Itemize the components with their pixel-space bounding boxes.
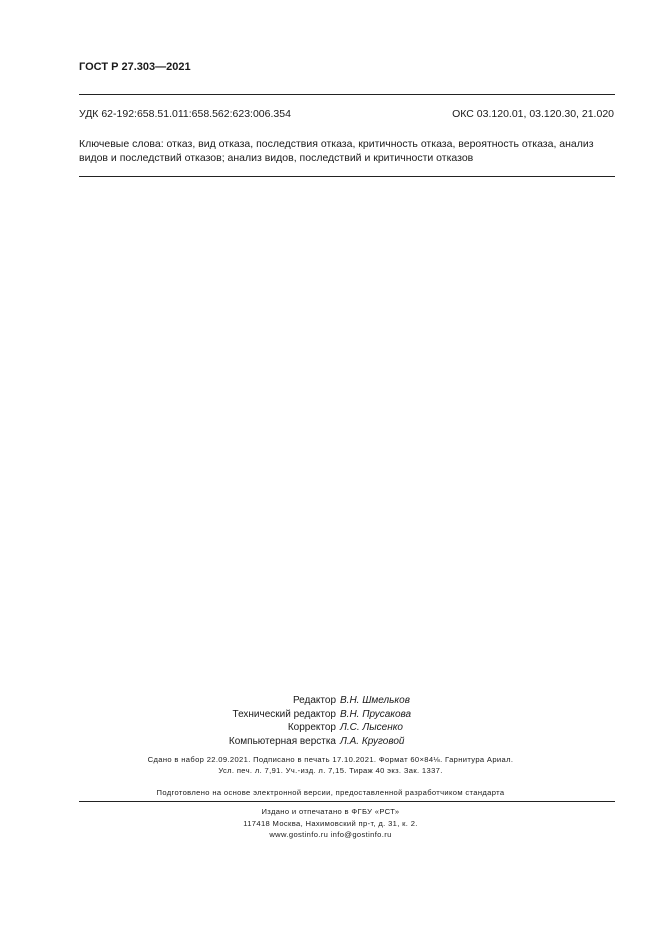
publisher-line-3: www.gostinfo.ru info@gostinfo.ru bbox=[269, 830, 392, 839]
udk-code: УДК 62-192:658.51.011:658.562:623:006.354 bbox=[79, 108, 291, 120]
credit-editor bbox=[0, 694, 661, 708]
credit-corrector bbox=[0, 721, 661, 735]
publisher-divider bbox=[79, 801, 615, 802]
publisher-line-1: Издано и отпечатано в ФГБУ «РСТ» bbox=[261, 807, 400, 816]
keywords-text: Ключевые слова: отказ, вид отказа, последствия отказа, критичность отказа, вероятность отказа, анализ видов и последствий отказов; анализ видов, последствий и критичности отказов bbox=[79, 138, 594, 164]
credit-name: Л.С. Лысенко bbox=[340, 722, 403, 733]
credit-name: Л.А. Круговой bbox=[340, 735, 405, 747]
credit-layout bbox=[0, 735, 661, 749]
print-info-line-1: Сдано в набор 22.09.2021. Подписано в печать 17.10.2021. Формат 60×84⅛. Гарнитура Ариал. bbox=[147, 755, 514, 764]
credit-tech-editor bbox=[0, 708, 661, 722]
credits-block bbox=[0, 694, 661, 748]
credit-role: Компьютерная верстка bbox=[228, 735, 336, 747]
keywords-divider bbox=[79, 176, 615, 177]
credit-role: Редактор bbox=[292, 695, 336, 706]
document-code: ГОСТ Р 27.303—2021 bbox=[79, 61, 191, 73]
publisher-line-2: 117418 Москва, Нахимовский пр-т, д. 31, к. 2. bbox=[243, 819, 418, 828]
header-divider bbox=[79, 94, 615, 95]
credit-role: Корректор bbox=[287, 722, 336, 733]
credit-name: В.Н. Шмельков bbox=[340, 695, 410, 706]
oks-code: ОКС 03.120.01, 03.120.30, 21.020 bbox=[452, 108, 614, 120]
credit-name: В.Н. Прусакова bbox=[340, 708, 412, 720]
print-info-note: Подготовлено на основе электронной версии, предоставленной разработчиком стандарта bbox=[156, 788, 505, 797]
credit-role: Технический редактор bbox=[232, 708, 336, 720]
print-info-line-2: Усл. печ. л. 7,91. Уч.-изд. л. 7,15. Тираж 40 экз. Зак. 1337. bbox=[218, 766, 443, 775]
